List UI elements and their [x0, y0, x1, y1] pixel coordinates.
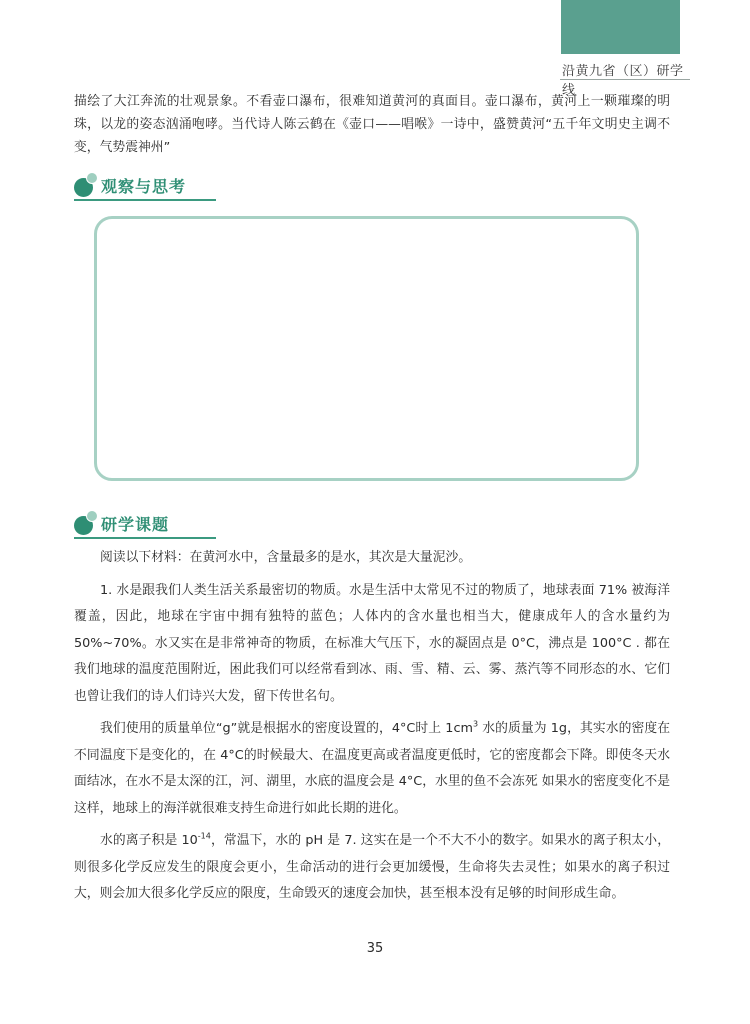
header-color-block	[561, 0, 680, 54]
book-series-title: 沿黄九省（区）研学线	[562, 64, 684, 98]
section-title-research: 研学课题	[101, 515, 170, 534]
ion-text-b: ，常温下，水的 pH 是 7. 这实在是一个不大不小的数字。如果水的离子积太小，则很多化学反应发生的限度会更小，生命活动的进行会更加缓慢，生命将失去灵性；如果水的离子积过大，则会加大很多化学反应的限度，生命毁灭的速度会加快，甚至根本没有足够的时间形成生命。	[74, 833, 670, 901]
density-text-b: 水的质量为 1g，其实水的密度在不同温度下是变化的，在 4°C的时候最大、在温度更高或者温度更低时，它的密度都会下降。即使冬天水面结冰，在水不是太深的江，河、湖里，水底的温度会是 4°C，水里的鱼不会冻死 如果水的密度变化不是这样，地球上的海洋就很难支持生命进行如此长期的进化。	[74, 721, 670, 816]
section-title-observe: 观察与思考	[101, 177, 187, 196]
paragraph-water-1: 1. 水是跟我们人类生活关系最密切的物质。水是生活中太常见不过的物质了，地球表面 71% 被海洋覆盖，因此，地球在宇宙中拥有独特的蓝色；人体内的含水量也相当大，健康成年人的含水量约为 50%~70%。水又实在是非常神奇的物质，在标准大气压下，水的凝固点是 0°C，沸点是 100°C . 都在我们地球的温度范围附近，困此我们可以经常看到冰、雨、雪、精、云、雾、蒸汽等不同形态的水、它们也曾让我们的诗人们诗兴大发，留下传世名句。	[74, 582, 670, 704]
superscript-cubic: 3	[472, 719, 479, 729]
paragraph-ion-product	[74, 828, 670, 908]
header-divider	[560, 79, 690, 80]
section-heading-research	[74, 511, 216, 541]
observation-answer-box	[94, 216, 639, 481]
section-underline	[74, 537, 216, 539]
bullet-small-circle-icon	[86, 510, 98, 522]
page-number: 35	[366, 941, 384, 956]
superscript-exponent: -14	[197, 831, 211, 841]
research-body	[74, 545, 670, 914]
ion-text-a: 水的离子积是 10	[100, 833, 198, 848]
paragraph-material: 阅读以下材料：在黄河水中，含量最多的是水，其次是大量泥沙。	[100, 550, 472, 565]
bullet-small-circle-icon	[86, 172, 98, 184]
density-text-a: 我们使用的质量单位“g”就是根据水的密度设置的，4°C时上 1cm	[100, 721, 473, 736]
section-underline	[74, 199, 216, 201]
intro-paragraph: 描绘了大江奔流的壮观景象。不看壶口瀑布，很难知道黄河的真面目。壶口瀑布，黄河上一颗璀璨的明珠，以龙的姿态汹涌咆哮。当代诗人陈云鹤在《壶口——唱喉》一诗中，盛赞黄河“五千年文明史主调不变，气势震神州”	[74, 94, 670, 155]
section-heading-observe	[74, 173, 216, 203]
paragraph-water-density	[74, 716, 670, 822]
